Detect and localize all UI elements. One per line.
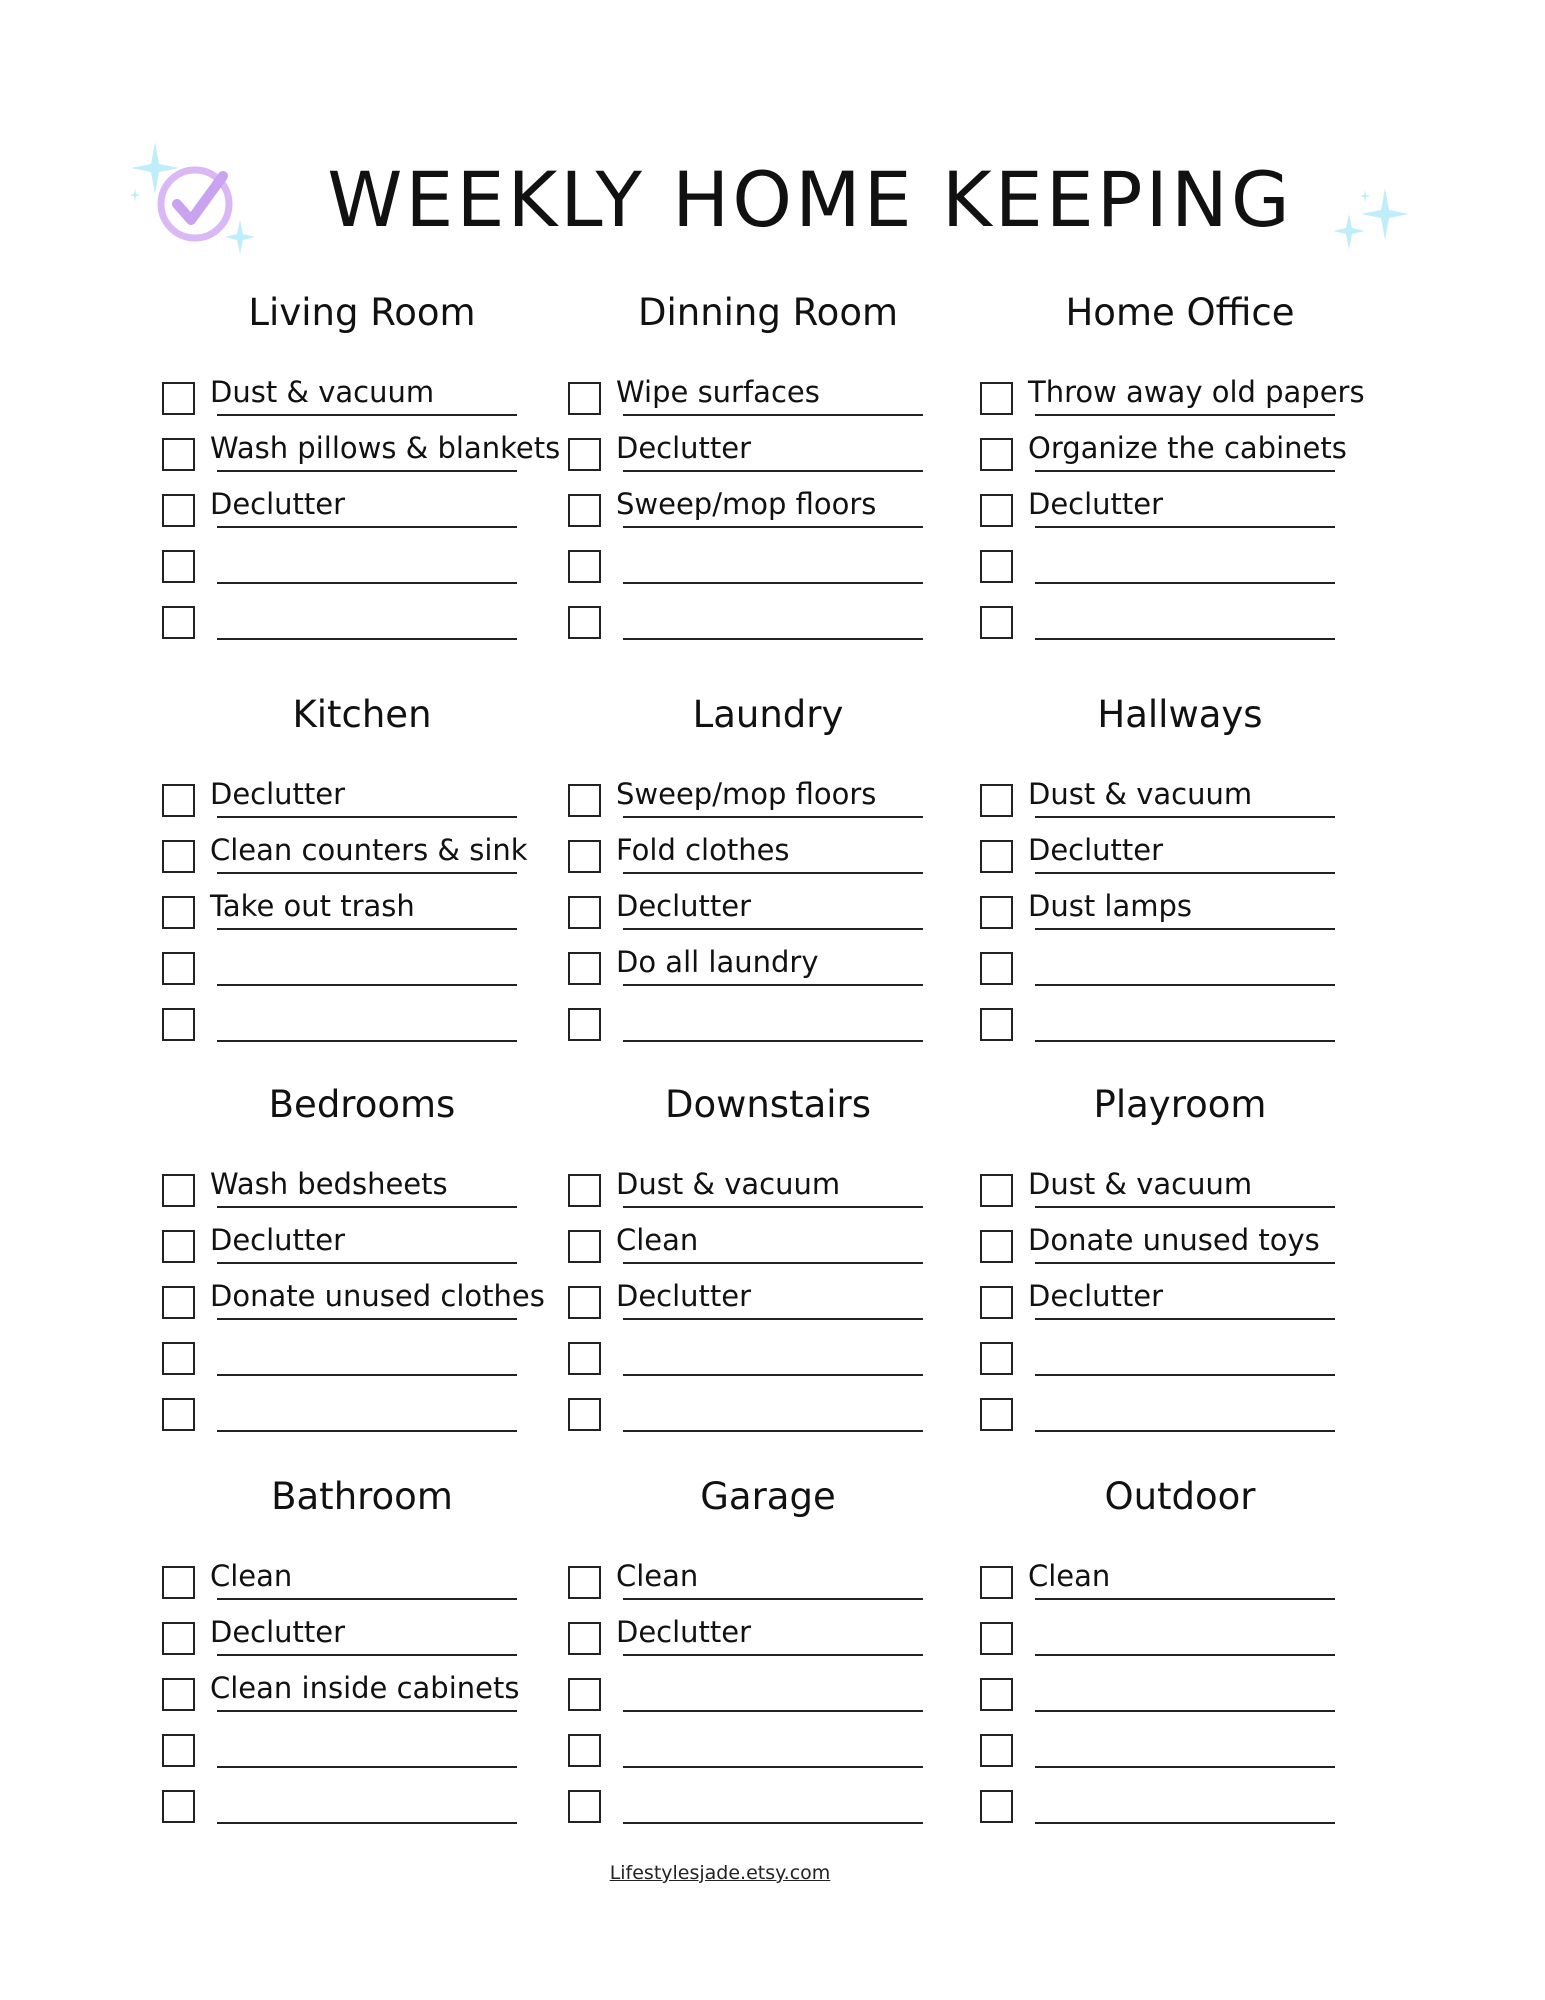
task-row: [162, 372, 582, 428]
task-write-line: [1035, 816, 1335, 818]
task-label: Declutter: [210, 487, 346, 521]
task-row: [162, 1332, 582, 1388]
task-write-line: [217, 1598, 517, 1600]
task-write-line: [623, 1598, 923, 1600]
task-write-line: [623, 526, 923, 528]
task-checkbox[interactable]: [162, 494, 195, 527]
task-row: [568, 1388, 988, 1444]
task-write-line: [1035, 1766, 1335, 1768]
task-write-line: [217, 1766, 517, 1768]
task-checkbox[interactable]: [162, 1790, 195, 1823]
task-write-line: [623, 1318, 923, 1320]
task-write-line: [623, 1822, 923, 1824]
task-checkbox[interactable]: [162, 1342, 195, 1375]
task-checkbox[interactable]: [568, 1622, 601, 1655]
task-write-line: [1035, 1374, 1335, 1376]
task-checkbox[interactable]: [980, 1008, 1013, 1041]
task-checkbox[interactable]: [980, 896, 1013, 929]
task-row: [980, 1668, 1400, 1724]
section-title: Laundry: [692, 693, 844, 736]
checkmark-circle-icon: [125, 142, 265, 262]
task-checkbox[interactable]: [980, 1286, 1013, 1319]
task-label: Dust lamps: [1028, 889, 1193, 923]
section-title: Garage: [700, 1475, 836, 1518]
task-checkbox[interactable]: [568, 1230, 601, 1263]
task-row: [162, 998, 582, 1054]
task-checkbox[interactable]: [568, 550, 601, 583]
task-label: Clean: [616, 1223, 699, 1257]
task-checkbox[interactable]: [980, 1398, 1013, 1431]
task-label: Dust & vacuum: [1028, 777, 1253, 811]
task-row: [980, 830, 1400, 886]
task-write-line: [1035, 1318, 1335, 1320]
task-write-line: [217, 1318, 517, 1320]
task-row: [980, 1388, 1400, 1444]
task-write-line: [1035, 1262, 1335, 1264]
task-checkbox[interactable]: [980, 952, 1013, 985]
task-row: [568, 1332, 988, 1388]
task-row: [162, 1276, 582, 1332]
task-label: Donate unused clothes: [210, 1279, 545, 1313]
task-row: [980, 998, 1400, 1054]
section-title: Home Office: [1065, 291, 1295, 334]
task-write-line: [623, 1710, 923, 1712]
task-row: [162, 942, 582, 998]
task-write-line: [623, 816, 923, 818]
task-checkbox[interactable]: [568, 840, 601, 873]
task-row: [568, 372, 988, 428]
task-row: [162, 774, 582, 830]
task-write-line: [217, 470, 517, 472]
task-row: [162, 1724, 582, 1780]
task-write-line: [1035, 414, 1335, 416]
task-write-line: [1035, 1710, 1335, 1712]
task-row: [568, 484, 988, 540]
task-checkbox[interactable]: [162, 438, 195, 471]
task-row: [568, 1668, 988, 1724]
task-label: Clean counters & sink: [210, 833, 528, 867]
task-label: Wash pillows & blankets: [210, 431, 561, 465]
task-write-line: [623, 1262, 923, 1264]
task-label: Fold clothes: [616, 833, 790, 867]
task-checkbox[interactable]: [568, 784, 601, 817]
task-row: [568, 1164, 988, 1220]
task-write-line: [1035, 638, 1335, 640]
task-checkbox[interactable]: [568, 1678, 601, 1711]
task-row: [980, 1220, 1400, 1276]
task-row: [162, 1220, 582, 1276]
task-row: [568, 596, 988, 652]
task-write-line: [217, 1822, 517, 1824]
task-label: Clean inside cabinets: [210, 1671, 520, 1705]
task-label: Dust & vacuum: [210, 375, 435, 409]
task-row: [162, 1556, 582, 1612]
task-checkbox[interactable]: [568, 1566, 601, 1599]
task-label: Wash bedsheets: [210, 1167, 448, 1201]
task-checkbox[interactable]: [568, 952, 601, 985]
task-checkbox[interactable]: [980, 784, 1013, 817]
task-row: [980, 1612, 1400, 1668]
task-row: [162, 1164, 582, 1220]
section-title: Outdoor: [1104, 1475, 1256, 1518]
task-row: [568, 1780, 988, 1836]
task-row: [568, 540, 988, 596]
task-row: [162, 886, 582, 942]
task-write-line: [623, 1430, 923, 1432]
task-checkbox[interactable]: [980, 1566, 1013, 1599]
task-write-line: [623, 1040, 923, 1042]
task-row: [980, 942, 1400, 998]
task-row: [980, 1780, 1400, 1836]
task-write-line: [623, 1766, 923, 1768]
task-checkbox[interactable]: [162, 896, 195, 929]
task-checkbox[interactable]: [568, 1008, 601, 1041]
task-label: Organize the cabinets: [1028, 431, 1347, 465]
task-write-line: [1035, 872, 1335, 874]
task-checkbox[interactable]: [162, 382, 195, 415]
task-checkbox[interactable]: [980, 382, 1013, 415]
task-checkbox[interactable]: [162, 1566, 195, 1599]
section-title: Bathroom: [271, 1475, 453, 1518]
task-row: [162, 540, 582, 596]
task-checkbox[interactable]: [162, 1678, 195, 1711]
task-row: [568, 1276, 988, 1332]
task-write-line: [1035, 470, 1335, 472]
task-row: [980, 774, 1400, 830]
task-row: [162, 596, 582, 652]
task-checkbox[interactable]: [980, 1174, 1013, 1207]
task-write-line: [217, 582, 517, 584]
task-checkbox[interactable]: [568, 1734, 601, 1767]
task-checkbox[interactable]: [980, 606, 1013, 639]
task-checkbox[interactable]: [162, 550, 195, 583]
task-checkbox[interactable]: [162, 1286, 195, 1319]
task-write-line: [623, 872, 923, 874]
task-checkbox[interactable]: [980, 1622, 1013, 1655]
task-label: Dust & vacuum: [1028, 1167, 1253, 1201]
task-write-line: [1035, 1040, 1335, 1042]
task-write-line: [217, 872, 517, 874]
task-write-line: [217, 928, 517, 930]
task-write-line: [217, 816, 517, 818]
task-label: Throw away old papers: [1028, 375, 1365, 409]
task-checkbox[interactable]: [162, 606, 195, 639]
task-row: [162, 484, 582, 540]
task-row: [162, 1780, 582, 1836]
task-write-line: [1035, 526, 1335, 528]
task-label: Clean: [210, 1559, 293, 1593]
task-checkbox[interactable]: [162, 1008, 195, 1041]
task-row: [162, 1668, 582, 1724]
task-row: [568, 1556, 988, 1612]
task-label: Declutter: [210, 777, 346, 811]
task-row: [980, 428, 1400, 484]
task-row: [568, 942, 988, 998]
task-checkbox[interactable]: [568, 1286, 601, 1319]
task-write-line: [1035, 1598, 1335, 1600]
task-write-line: [623, 414, 923, 416]
task-checkbox[interactable]: [568, 382, 601, 415]
task-write-line: [217, 1206, 517, 1208]
task-checkbox[interactable]: [980, 1734, 1013, 1767]
task-label: Declutter: [210, 1615, 346, 1649]
task-label: Declutter: [616, 1279, 752, 1313]
task-row: [568, 1220, 988, 1276]
task-checkbox[interactable]: [162, 840, 195, 873]
task-label: Clean: [616, 1559, 699, 1593]
sparkle-icon: [1315, 178, 1415, 258]
task-row: [980, 1724, 1400, 1780]
task-label: Take out trash: [210, 889, 415, 923]
task-row: [162, 1612, 582, 1668]
task-checkbox[interactable]: [162, 1734, 195, 1767]
task-write-line: [623, 1654, 923, 1656]
task-checkbox[interactable]: [162, 1622, 195, 1655]
task-checkbox[interactable]: [162, 1174, 195, 1207]
task-write-line: [217, 1262, 517, 1264]
task-checkbox[interactable]: [980, 1342, 1013, 1375]
task-row: [980, 540, 1400, 596]
section-title: Living Room: [248, 291, 476, 334]
task-label: Declutter: [616, 889, 752, 923]
task-write-line: [1035, 1654, 1335, 1656]
task-checkbox[interactable]: [980, 1790, 1013, 1823]
task-row: [980, 1556, 1400, 1612]
task-write-line: [217, 638, 517, 640]
task-row: [980, 596, 1400, 652]
task-label: Declutter: [1028, 487, 1164, 521]
task-checkbox[interactable]: [568, 896, 601, 929]
task-checkbox[interactable]: [568, 494, 601, 527]
task-write-line: [217, 1430, 517, 1432]
task-write-line: [217, 1710, 517, 1712]
task-write-line: [623, 928, 923, 930]
task-checkbox[interactable]: [980, 438, 1013, 471]
section-title: Playroom: [1093, 1083, 1267, 1126]
task-write-line: [623, 470, 923, 472]
task-label: Wipe surfaces: [616, 375, 820, 409]
task-checkbox[interactable]: [568, 1342, 601, 1375]
task-write-line: [217, 1654, 517, 1656]
task-row: [568, 1612, 988, 1668]
task-write-line: [1035, 1430, 1335, 1432]
task-checkbox[interactable]: [162, 952, 195, 985]
section-title: Downstairs: [664, 1083, 872, 1126]
task-row: [980, 1276, 1400, 1332]
task-checkbox[interactable]: [568, 1174, 601, 1207]
task-label: Declutter: [210, 1223, 346, 1257]
task-write-line: [623, 638, 923, 640]
task-row: [568, 830, 988, 886]
task-write-line: [1035, 928, 1335, 930]
task-row: [980, 1332, 1400, 1388]
task-write-line: [217, 984, 517, 986]
task-row: [980, 372, 1400, 428]
task-label: Sweep/mop floors: [616, 487, 877, 521]
section-title: Bedrooms: [268, 1083, 456, 1126]
task-row: [568, 886, 988, 942]
task-checkbox[interactable]: [162, 784, 195, 817]
task-write-line: [217, 414, 517, 416]
task-write-line: [623, 984, 923, 986]
task-label: Dust & vacuum: [616, 1167, 841, 1201]
task-checkbox[interactable]: [980, 1230, 1013, 1263]
section-title: Dinning Room: [637, 291, 898, 334]
task-checkbox[interactable]: [162, 1398, 195, 1431]
task-write-line: [1035, 1206, 1335, 1208]
task-checkbox[interactable]: [568, 438, 601, 471]
task-label: Do all laundry: [616, 945, 819, 979]
task-row: [162, 830, 582, 886]
header: [0, 150, 1545, 270]
task-write-line: [217, 1374, 517, 1376]
task-label: Declutter: [1028, 1279, 1164, 1313]
task-checkbox[interactable]: [162, 1230, 195, 1263]
task-write-line: [217, 1040, 517, 1042]
task-row: [162, 428, 582, 484]
task-row: [568, 998, 988, 1054]
task-label: Declutter: [616, 1615, 752, 1649]
task-checkbox[interactable]: [568, 1790, 601, 1823]
task-write-line: [1035, 984, 1335, 986]
task-row: [568, 774, 988, 830]
task-row: [980, 886, 1400, 942]
task-checkbox[interactable]: [980, 840, 1013, 873]
task-label: Declutter: [1028, 833, 1164, 867]
footer-link[interactable]: Lifestylesjade.etsy.com: [609, 1862, 831, 1884]
task-write-line: [1035, 582, 1335, 584]
task-row: [568, 428, 988, 484]
task-label: Sweep/mop floors: [616, 777, 877, 811]
task-label: Declutter: [616, 431, 752, 465]
task-row: [980, 1164, 1400, 1220]
task-checkbox[interactable]: [980, 1678, 1013, 1711]
page-title: WEEKLY HOME KEEPING: [327, 155, 1293, 244]
task-write-line: [217, 526, 517, 528]
section-title: Kitchen: [292, 693, 432, 736]
task-checkbox[interactable]: [980, 550, 1013, 583]
task-checkbox[interactable]: [568, 606, 601, 639]
task-row: [162, 1388, 582, 1444]
task-checkbox[interactable]: [980, 494, 1013, 527]
section-title: Hallways: [1097, 693, 1263, 736]
task-checkbox[interactable]: [568, 1398, 601, 1431]
task-row: [980, 484, 1400, 540]
task-write-line: [623, 1374, 923, 1376]
task-write-line: [1035, 1822, 1335, 1824]
task-label: Clean: [1028, 1559, 1111, 1593]
task-write-line: [623, 1206, 923, 1208]
task-label: Donate unused toys: [1028, 1223, 1320, 1257]
task-write-line: [623, 582, 923, 584]
task-row: [568, 1724, 988, 1780]
